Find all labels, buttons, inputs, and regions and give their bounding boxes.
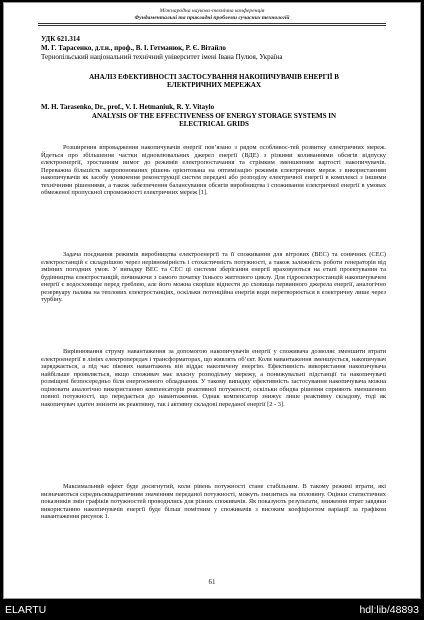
authors-ua: М. Г. Тарасенко, д.т.н., проф., В. І. Гетманюк, Р. Є. Вітайло <box>41 44 226 52</box>
paragraph: Вирівнювання струму навантаження за допомогою накопичувачів енергії у споживача дозволяє зменшити втрати електроенергії в лініях електропередач і трансформаторах, що живлять об’єкт. Коли навантаження зменшується, накопичувач заряджається, а під час пікових навантажень він віддає накопичену енергію. Ефективність використання накопичувача найбільше проявляється, якщо споживач має власну розподільчу мережу, а понижувальні підстанції та накопичувачі розміщені безпосередньо біля енергоємного обладнання. У такому випадку ефективність застосування накопичувача можна оцінювати аналогічно використанню компенсаторів реактивної потужності, оскільки обидва рішення сприяють зменшенню повної потужності, що передається до навантаження. Однак компенсатор знижує лише реактивну складову, тоді як накопичувач здатен знизити як реактивну, так і активну складові переданої енергії [2 - 3]. <box>41 348 386 408</box>
affiliation: Тернопільський національний технічний університет імені Івана Пулюя, Україна <box>41 53 283 61</box>
handle-link[interactable]: hdl:lib/48893 <box>359 604 419 616</box>
header-rule-bottom <box>38 25 386 26</box>
conference-subtitle: Фундаментальні та прикладні проблеми сучасних технологій <box>134 15 290 21</box>
header-rule-top <box>38 23 386 24</box>
page-number: 61 <box>208 578 216 586</box>
title-en: ANALYSIS OF THE EFFECTIVENESS OF ENERGY STORAGE SYSTEMS IN ELECTRICAL GRIDS <box>91 112 337 128</box>
paragraph: Максимальний ефект буде досягнутий, коли рівень потужності стане стабільним. В такому режимі втрати, які визначаються середньоквадратичним значенням переданої потужності, можуть знизитись на половину. Оцінки статистичних показників змін графіків потужностей проводились для різних споживачів. Як показують результати, зниження втрат завдяки використанню накопичувачів енергії буде більш помітним у споживачів з високим коефіцієнтом варіації за графіком навантаження рисунок 1. <box>41 483 386 521</box>
title-ua: АНАЛІЗ ЕФЕКТИВНОСТІ ЗАСТОСУВАННЯ НАКОПИЧУВАЧІВ ЕНЕРГІЇ В ЕЛЕКТРИЧНИХ МЕРЕЖАХ <box>89 73 339 89</box>
paragraph: Розширення впровадження накопичувачів енергії пов’язано з рядом особливос-тей розвитку електричних мереж. Йдеться про збільшення частки відновлювальних джерел енергії (ВДЕ) з різкими коливаннями обсягів відпуску електроенергії, зростанням вимог до режимів електропостачання та стрімким зменшенням вартості накопичувачів. Переважна більшість запропонованих рішень орієнтована на оптимізацію режимів електричних мереж з використанням накопичувачів як засобу уникнення реконструкції систем передачі або розподілу електричної енергії в комплексі з іншими технічними рішеннями, а також забезпечення балансування обсягів виробництва і споживання електричної енергії в умовах обмеженої пропускної спроможності електричних мереж [1]. <box>41 144 386 197</box>
repository-label: ELARTU <box>5 604 47 616</box>
paper-page <box>3 2 421 599</box>
authors-en: M. H. Tarasenko, Dr., prof., V. I. Hetmaniuk, R. Y. Vitaylo <box>41 103 215 111</box>
paragraph: Задача поєднання режимів виробництва електроенергії та її споживання для вітрових (ВЕС) та сонячних (СЕС) електростанцій є складнішою через нерівномірність і стохастичність потужності, а також залежність роботи генераторів від змінних погодних умов. У випадку ВЕС та СЕС ці системи зберігання енергії враховуються на етапі проектування та будівництва електростанцій, починаючи з самого початку їхнього життєвого циклу. Для гідроелектростанцій накопичувачем енергії є водосховище перед греблею, але його можна скоріше віднести до сховища первинного джерела енергії, аналогічно резервуару палива на теплових електростанціях, оскільки потенційна енергія води перетворюється в електричну лише через турбіну. <box>41 251 386 304</box>
udc-code: УДК 621.314 <box>41 35 80 43</box>
conference-header: Міжнародна науково-технічна конференція <box>159 8 265 14</box>
